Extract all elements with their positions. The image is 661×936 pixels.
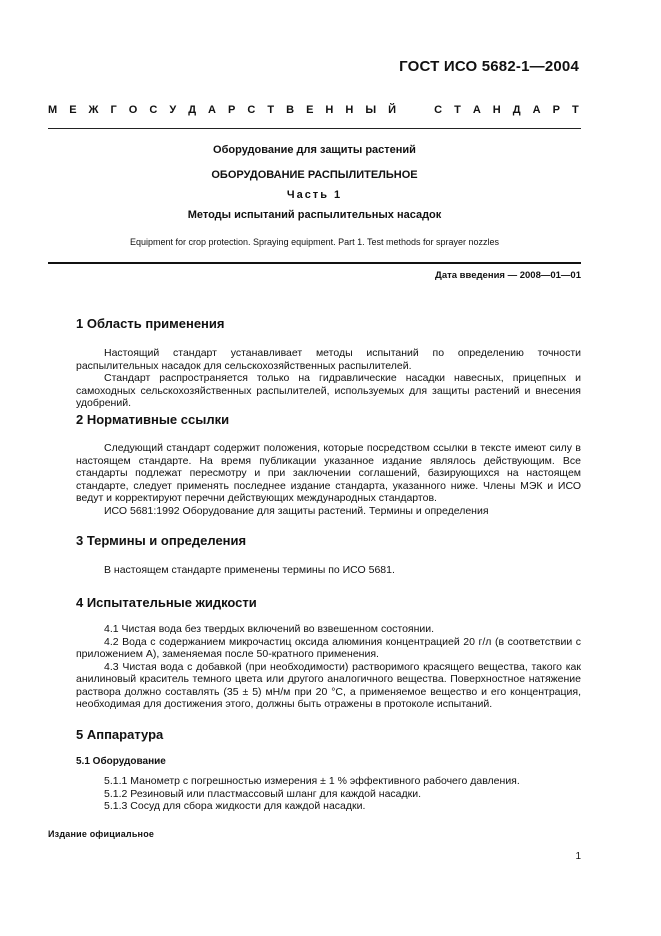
- banner-letter: Т: [571, 104, 579, 116]
- section-4-heading: 4 Испытательные жидкости: [76, 595, 257, 610]
- section-1-paragraph-1: Настоящий стандарт устанавливает методы испытаний по определению точности распылительных насадок для сельскохозяйственных распылителей.: [76, 347, 581, 372]
- title-line-1: Оборудование для защиты растений: [213, 144, 416, 156]
- title-rule: [48, 262, 581, 264]
- title-line-2: ОБОРУДОВАНИЕ РАСПЫЛИТЕЛЬНОЕ: [211, 169, 418, 181]
- standard-type-banner: [48, 104, 579, 116]
- banner-letter: Н: [325, 104, 334, 116]
- section-5-heading: 5 Аппаратура: [76, 727, 164, 742]
- section-4-body: [76, 623, 581, 711]
- banner-letter: А: [472, 104, 481, 116]
- section-4-item-1: 4.1 Чистая вода без твердых включений во взвешенном состоянии.: [104, 623, 435, 635]
- title-part: Часть 1: [286, 189, 343, 201]
- title-line-4: Методы испытаний распылительных насадок: [187, 209, 442, 221]
- page-number: 1: [575, 851, 581, 862]
- banner-letter: Ы: [365, 104, 377, 116]
- section-3-body: [76, 564, 581, 577]
- section-4-item-2: 4.2 Вода с содержанием микрочастиц оксида алюминия концентрацией 20 г/л (в соответствии с приложением А), заменяемая после 50-кратного применения.: [76, 635, 581, 660]
- banner-letter: Г: [110, 104, 117, 116]
- banner-letter: Т: [267, 104, 275, 116]
- banner-letter: Й: [388, 104, 397, 116]
- section-4-item-3: 4.3 Чистая вода с добавкой (при необходимости) растворимого красящего вещества, такого как анилиновый краситель темного цвета или другого аналогичного вещества. Поверхностное натяжение раствора должно составлять (35 ± 5) мН/м при 20 °С, а применяемое вещество и его концентрация, необходимая для достижения этого, должны быть отражены в протоколе испытаний.: [76, 660, 581, 710]
- section-5-body: [76, 775, 581, 813]
- banner-letter: М: [48, 104, 58, 116]
- section-5-1-heading: 5.1 Оборудование: [76, 756, 166, 767]
- banner-letter: Р: [552, 104, 560, 116]
- section-1-paragraph-2: Стандарт распространяется только на гидравлические насадки навесных, прицепных и самоходных сельскохозяйственных распылителей, используемых для защиты растений и внесения удобрений.: [76, 372, 581, 409]
- section-1-body: [76, 347, 581, 410]
- banner-letter: Д: [188, 104, 197, 116]
- banner-letter: С: [434, 104, 443, 116]
- section-5-item-3: 5.1.3 Сосуд для сбора жидкости для каждой насадки.: [104, 800, 366, 812]
- section-3-paragraph-1: В настоящем стандарте применены термины по ИСО 5681.: [104, 564, 395, 576]
- section-2-paragraph-1: Следующий стандарт содержит положения, которые посредством ссылки в тексте имеют силу в настоящем стандарте. На время публикации указанное издание являлось действующим. Все стандарты подлежат пересмотру и при заключении соглашений, базирующихся на настоящем стандарте, следует применять последнее издание стандарта, указанного ниже. Члены МЭК и ИСО ведут и корректируют перечни действующих международных стандартов.: [76, 442, 581, 504]
- banner-letter: Ж: [88, 104, 99, 116]
- banner-letter: Н: [492, 104, 501, 116]
- banner-letter: А: [208, 104, 216, 116]
- section-2-reference: ИСО 5681:1992 Оборудование для защиты растений. Термины и определения: [104, 504, 489, 517]
- banner-letter: О: [128, 104, 138, 116]
- banner-letter: У: [169, 104, 177, 116]
- section-2-heading: 2 Нормативные ссылки: [76, 412, 230, 427]
- title-english: Equipment for crop protection. Spraying equipment. Part 1. Test methods for sprayer nozzles: [129, 237, 500, 247]
- section-5-item-1: 5.1.1 Манометр с погрешностью измерения ± 1 % эффективного рабочего давления.: [104, 775, 520, 787]
- section-3-heading: 3 Термины и определения: [76, 533, 247, 548]
- official-edition-label: Издание официальное: [48, 829, 155, 839]
- banner-letter: Т: [454, 104, 461, 116]
- banner-letter: С: [149, 104, 158, 116]
- banner-letter: А: [532, 104, 541, 116]
- section-2-body: [76, 442, 581, 517]
- banner-letter: Е: [69, 104, 77, 116]
- header-rule: [48, 128, 581, 129]
- introduction-date: Дата введения — 2008—01—01: [435, 270, 581, 281]
- section-5-item-2: 5.1.2 Резиновый или пластмассовый шланг для каждой насадки.: [104, 787, 422, 800]
- document-code: ГОСТ ИСО 5682-1—2004: [399, 58, 579, 75]
- section-1-heading: 1 Область применения: [76, 316, 225, 331]
- banner-gap: [408, 104, 422, 116]
- banner-letter: Р: [228, 104, 236, 116]
- banner-letter: Н: [345, 104, 354, 116]
- banner-letter: С: [247, 104, 256, 116]
- banner-letter: Д: [512, 104, 521, 116]
- banner-letter: В: [286, 104, 295, 116]
- banner-letter: Е: [306, 104, 314, 116]
